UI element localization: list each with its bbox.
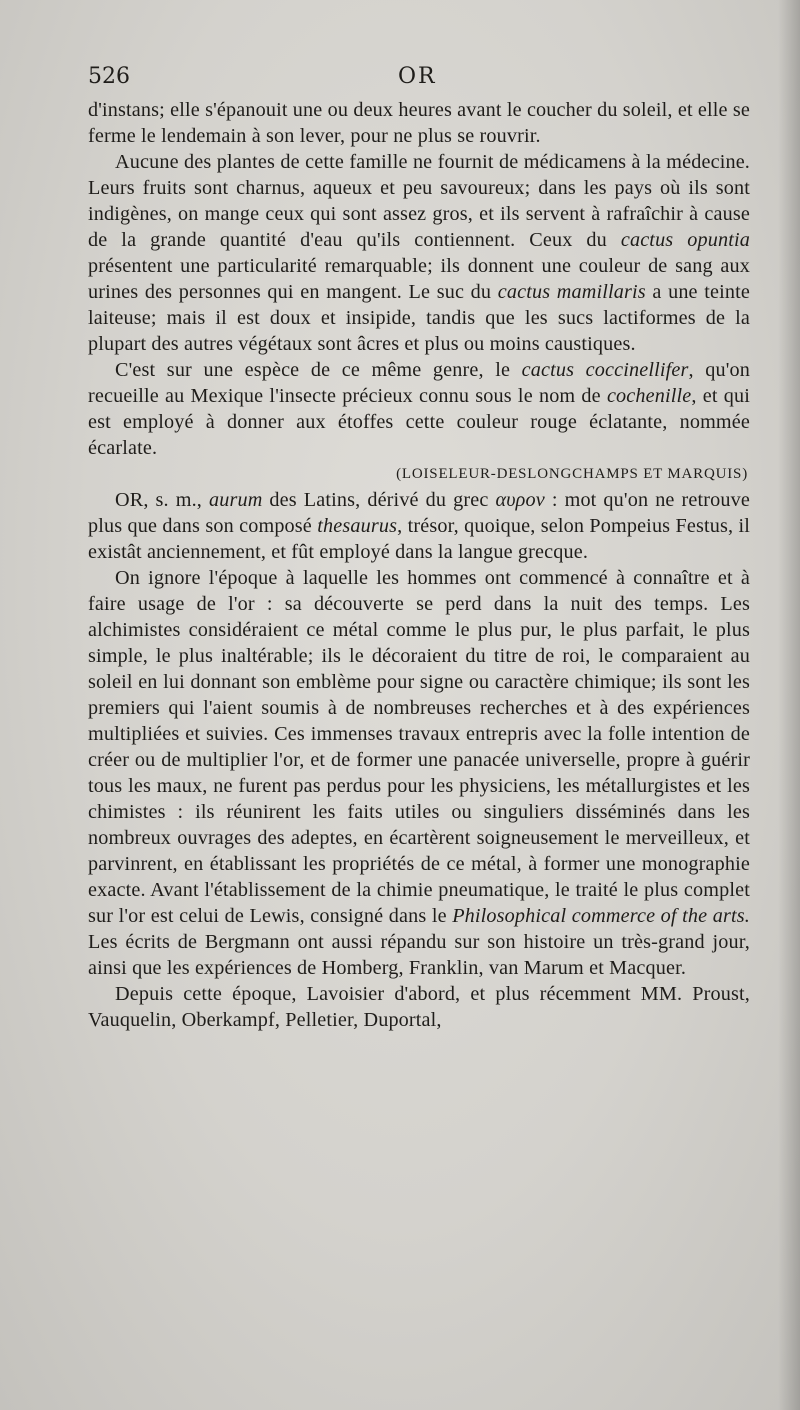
term-cactus-opuntia: cactus opuntia xyxy=(620,229,751,251)
paragraph-3-text-a: C'est sur une espèce de ce même genre, le xyxy=(115,359,522,381)
page-header xyxy=(88,64,748,98)
paragraph-history-of-gold xyxy=(88,565,750,981)
paragraph-4-text-d: , trésor, quoique, selon Pompeius Festus, il existât anciennement, et fût employé dans la langue grecque. xyxy=(88,515,750,563)
page-number: 526 xyxy=(88,64,130,89)
term-cochenille: cochenille xyxy=(606,385,692,407)
body-text xyxy=(88,97,750,1033)
paragraph-5-text-a: On ignore l'époque à laquelle les hommes ont commencé à connaître et à faire usage de l'or : sa découverte se perd dans la nuit des temps. Les alchimistes considéraient ce métal comme le plus pur, le plus parfait, le plus simple, le plus inaltérable; ils le décoraient du titre de roi, le comparaient au soleil en lui donnant son emblème pour signe ou caractère chimique; ils sont les premiers qui l'aient soumis à de nombreuses recherches et à des expériences multipliées et suivies. Ces immenses travaux entrepris avec la folle intention de créer ou de multiplier l'or, et de former une panacée universelle, propre à guérir tous les maux, ne furent pas perdus pour les physiciens, les métallurgistes et les chimistes : ils réunirent les faits utiles ou singuliers disséminés dans les nombreux ouvrages des adeptes, en écartèrent soigneusement le merveilleux, et parvinrent, en établissant les propriétés de ce métal, à former une monographie exacte. Avant l'établissement de la chimie pneumatique, le traité le plus complet sur l'or est celui de Lewis, consigné dans le xyxy=(88,567,750,927)
term-thesaurus: thesaurus xyxy=(317,515,398,537)
paragraph-2-text-c: a une teinte laiteuse; mais il est doux et insipide, tandis que les sucs lactiformes de la plupart des autres végétaux sont âcres et plus ou moins caustiques. xyxy=(88,281,750,355)
paragraph-3-text-b: , qu'on recueille au Mexique l'insecte précieux connu sous le nom de xyxy=(88,359,751,407)
paragraph-modern-chemists xyxy=(88,981,750,1033)
paragraph-2-text-a: Aucune des plantes de cette famille ne fournit de médicamens à la médecine. Leurs fruits sont charnus, aqueux et peu savoureux; dans les pays où ils sont indigènes, on mange ceux qui sont assez gros, et ils servent à rafraîchir à cause de la grande quantité d'eau qu'ils contiennent. Ceux du xyxy=(88,151,750,251)
paragraph-6-text: Depuis cette époque, Lavoisier d'abord, et plus récemment MM. Proust, Vauquelin, Oberkampf, Pelletier, Duportal, xyxy=(88,983,750,1031)
entry-headword: OR, s. m., xyxy=(115,489,209,511)
paragraph-2-text-b: présentent une particularité remarquable; ils donnent une couleur de sang aux urines des personnes qui en mangent. Le suc du xyxy=(88,255,750,303)
paragraph-1-text: d'instans; elle s'épanouit une ou deux heures avant le coucher du soleil, et elle se ferme le lendemain à son lever, pour ne plus se rouvrir. xyxy=(88,99,750,147)
author-signature: (LOISELEUR-DESLONGCHAMPS ET MARQUIS) xyxy=(396,466,748,482)
paragraph-cochineal xyxy=(88,357,750,461)
paragraph-5-text-b: Les écrits de Bergmann ont aussi répandu sur son histoire un très-grand jour, ainsi que les expériences de Homberg, Franklin, van Marum et Macquer. xyxy=(88,931,750,979)
title-philosophical-commerce: Philosophical commerce of the arts. xyxy=(452,905,750,927)
term-cactus-coccinellifer: cactus coccinellifer xyxy=(521,359,689,381)
term-aurum: aurum xyxy=(208,489,263,511)
page-edge-shadow xyxy=(778,0,800,1410)
paragraph-3-text-c: , et qui est employé à donner aux étoffes cette couleur rouge éclatante, nommée écarlate. xyxy=(88,385,750,459)
entry-or-definition xyxy=(88,487,750,565)
paragraph-cactus-medicine xyxy=(88,149,750,357)
running-head: OR xyxy=(398,64,437,89)
paragraph-4-text-c: : mot qu'on ne retrouve plus que dans son composé xyxy=(88,489,750,537)
paragraph-4-text-b: des Latins, dérivé du grec xyxy=(262,489,496,511)
term-cactus-mamillaris: cactus mamillaris xyxy=(497,281,646,303)
term-greek-auron: αυρον xyxy=(495,489,545,511)
paragraph-continuation xyxy=(88,97,750,149)
